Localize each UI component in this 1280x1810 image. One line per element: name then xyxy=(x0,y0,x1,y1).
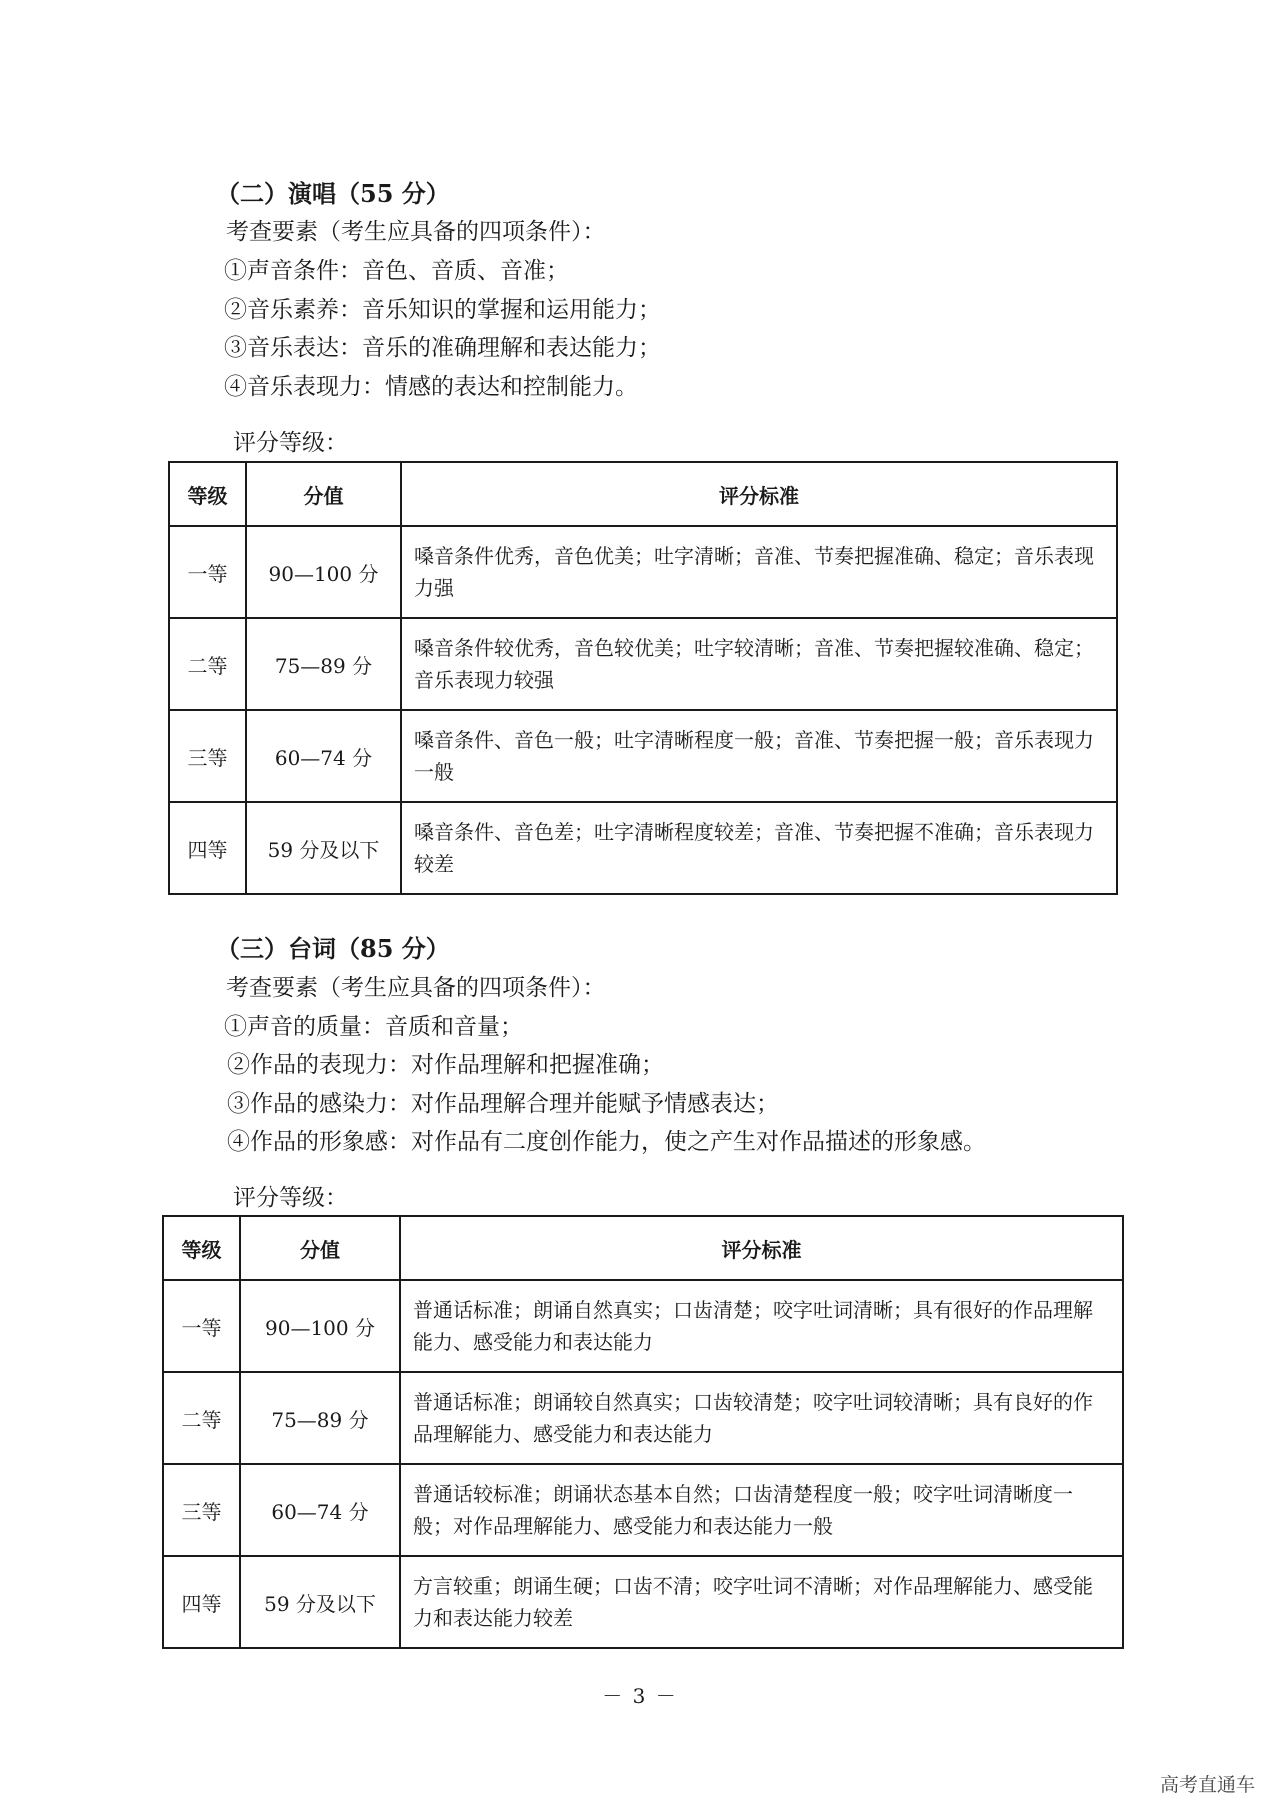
singing-grade-label: 评分等级： xyxy=(233,430,348,456)
cell-level: 二等 xyxy=(163,1372,240,1464)
cell-criteria: 普通话较标准；朗诵状态基本自然；口齿清楚程度一般；咬字吐词清晰度一般；对作品理解能力、感受能力和表达能力一般 xyxy=(400,1464,1123,1556)
header-level: 等级 xyxy=(169,462,246,526)
singing-requirements-intro: 考查要素（考生应具备的四项条件）： xyxy=(226,219,606,245)
table-row xyxy=(169,618,1117,710)
cell-score: 60—74 分 xyxy=(240,1464,400,1556)
lines-grade-label: 评分等级： xyxy=(233,1185,348,1211)
cell-level: 一等 xyxy=(163,1280,240,1372)
cell-level: 二等 xyxy=(169,618,246,710)
lines-requirements-intro: 考查要素（考生应具备的四项条件）： xyxy=(226,975,606,1001)
table-row xyxy=(169,526,1117,618)
singing-requirement-item: ①声音条件：音色、音质、音准； xyxy=(224,258,569,284)
cell-score: 59 分及以下 xyxy=(240,1556,400,1648)
cell-score: 90—100 分 xyxy=(240,1280,400,1372)
singing-requirement-item: ④音乐表现力：情感的表达和控制能力。 xyxy=(224,374,638,400)
cell-criteria: 嗓音条件优秀，音色优美；吐字清晰；音准、节奏把握准确、稳定；音乐表现力强 xyxy=(401,526,1117,618)
header-score: 分值 xyxy=(246,462,401,526)
lines-requirement-item: ③作品的感染力：对作品理解合理并能赋予情感表达； xyxy=(227,1091,779,1117)
table-header-row xyxy=(169,462,1117,526)
table-row xyxy=(169,802,1117,894)
table-row xyxy=(163,1372,1123,1464)
lines-grade-table xyxy=(162,1215,1124,1649)
lines-requirement-item: ②作品的表现力：对作品理解和把握准确； xyxy=(227,1052,664,1078)
section-lines-heading: （三）台词（85 分） xyxy=(216,934,450,963)
lines-requirement-item: ④作品的形象感：对作品有二度创作能力，使之产生对作品描述的形象感。 xyxy=(227,1129,986,1155)
cell-level: 三等 xyxy=(163,1464,240,1556)
cell-level: 三等 xyxy=(169,710,246,802)
cell-criteria: 嗓音条件较优秀，音色较优美；吐字较清晰；音准、节奏把握较准确、稳定；音乐表现力较强 xyxy=(401,618,1117,710)
singing-grade-table xyxy=(168,461,1118,895)
table-row xyxy=(163,1280,1123,1372)
cell-score: 75—89 分 xyxy=(246,618,401,710)
header-level: 等级 xyxy=(163,1216,240,1280)
header-criteria: 评分标准 xyxy=(401,462,1117,526)
cell-score: 59 分及以下 xyxy=(246,802,401,894)
table-row xyxy=(163,1464,1123,1556)
table-header-row xyxy=(163,1216,1123,1280)
section-singing-heading: （二）演唱（55 分） xyxy=(216,179,450,208)
cell-score: 60—74 分 xyxy=(246,710,401,802)
cell-level: 四等 xyxy=(163,1556,240,1648)
table-row xyxy=(163,1556,1123,1648)
cell-criteria: 嗓音条件、音色差；吐字清晰程度较差；音准、节奏把握不准确；音乐表现力较差 xyxy=(401,802,1117,894)
header-score: 分值 xyxy=(240,1216,400,1280)
header-criteria: 评分标准 xyxy=(400,1216,1123,1280)
cell-criteria: 普通话标准；朗诵较自然真实；口齿较清楚；咬字吐词较清晰；具有良好的作品理解能力、感受能力和表达能力 xyxy=(400,1372,1123,1464)
cell-criteria: 嗓音条件、音色一般；吐字清晰程度一般；音准、节奏把握一般；音乐表现力一般 xyxy=(401,710,1117,802)
cell-criteria: 方言较重；朗诵生硬；口齿不清；咬字吐词不清晰；对作品理解能力、感受能力和表达能力较差 xyxy=(400,1556,1123,1648)
watermark-text: 高考直通车 xyxy=(1159,1774,1255,1796)
cell-level: 一等 xyxy=(169,526,246,618)
lines-requirement-item: ①声音的质量：音质和音量； xyxy=(224,1014,523,1040)
table-row xyxy=(169,710,1117,802)
cell-level: 四等 xyxy=(169,802,246,894)
page-number: － 3 － xyxy=(602,1684,678,1708)
singing-requirement-item: ③音乐表达：音乐的准确理解和表达能力； xyxy=(224,335,661,361)
singing-requirement-item: ②音乐素养：音乐知识的掌握和运用能力； xyxy=(224,297,661,323)
cell-score: 90—100 分 xyxy=(246,526,401,618)
cell-score: 75—89 分 xyxy=(240,1372,400,1464)
cell-criteria: 普通话标准；朗诵自然真实；口齿清楚；咬字吐词清晰；具有很好的作品理解能力、感受能力和表达能力 xyxy=(400,1280,1123,1372)
